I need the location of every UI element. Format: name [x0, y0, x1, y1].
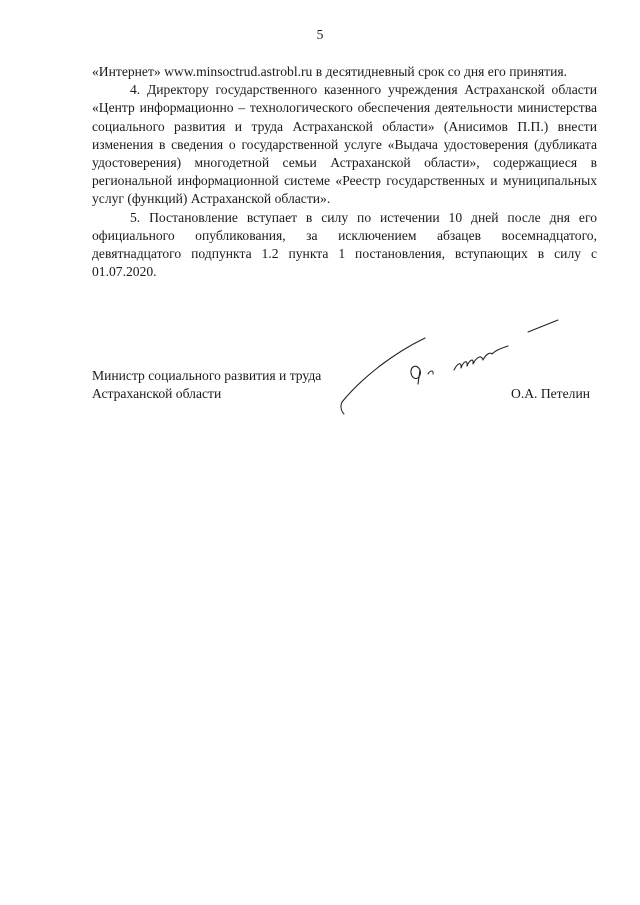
- page-number: 5: [316, 27, 324, 42]
- document-body: [92, 63, 597, 281]
- signatory-position-line-1: Министр социального развития и труда: [92, 368, 322, 383]
- signatory-name: О.А. Петелин: [511, 386, 590, 401]
- signatory-position-line-2: Астраханской области: [92, 386, 222, 402]
- paragraph-continuation: «Интернет» www.minsoctrud.astrobl.ru в десятидневный срок со дня его принятия.: [92, 64, 567, 79]
- signatory-position: [92, 367, 321, 403]
- paragraph-item-5: 5. Постановление вступает в силу по истечении 10 дней после дня его официального опубликования, за исключением абзацев восемнадцатого, девятнадцатого подпункта 1.2 пункта 1 постановления, вступающих в силу с 01.07.2020.: [92, 209, 597, 280]
- paragraph-item-4: 4. Директору государственного казенного учреждения Астраханской области «Центр информационно – технологического обеспечения деятельности министерства социального развития и труда Астраханской области» (Анисимов П.П.) внести изменения в сведения о государственной услуге «Выдача удостоверения (дубликата удостоверения) многодетной семьи Астраханской области», содержащиеся в региональной информационной системе «Реестр государственных и муниципальных услуг (функций) Астраханской области».: [92, 82, 597, 207]
- handwritten-signature: [330, 310, 570, 430]
